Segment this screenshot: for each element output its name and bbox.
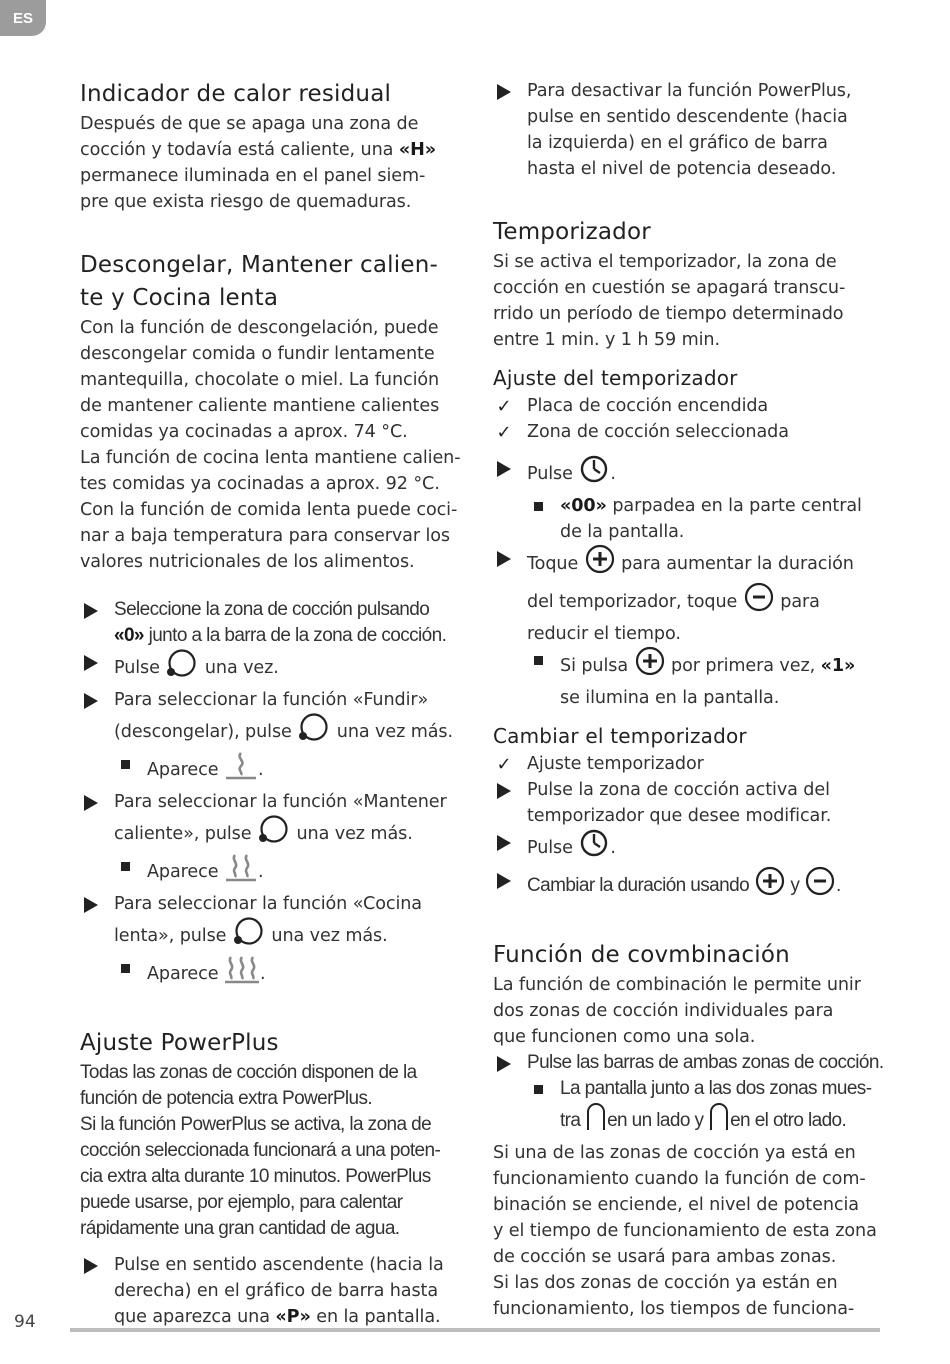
arrow-bullet-icon <box>80 653 102 673</box>
substep-slow-cook-appears: Aparece . <box>80 955 472 993</box>
text-line: Con la función de comida lenta puede coci- <box>80 500 458 520</box>
right-column <box>493 78 893 1322</box>
plus-icon <box>584 544 616 582</box>
text-line: rápidamente una gran cantidad de agua. <box>80 1218 400 1239</box>
text-line: Zona de cocción seleccionada <box>527 422 789 442</box>
text-line: La función de cocina lenta mantiene calien- <box>80 448 461 468</box>
text-span: Si pulsa <box>560 656 629 676</box>
checkmark-icon: ✓ <box>496 396 512 417</box>
text-line: Placa de cocción encendida <box>527 396 769 416</box>
text-span: Toque <box>527 554 579 574</box>
left-column <box>80 78 472 1330</box>
page-number: 94 <box>14 1312 36 1332</box>
paragraph-powerplus <box>80 1060 472 1242</box>
text-line: hasta el nivel de potencia deseado. <box>527 159 837 179</box>
text-line: Para seleccionar la función «Cocina <box>114 894 422 914</box>
text-span: tra <box>560 1110 581 1132</box>
text-line: Para seleccionar la función «Fundir» <box>114 690 429 710</box>
checkmark-icon: ✓ <box>496 422 512 443</box>
special-function-icon <box>232 916 266 954</box>
text-line: temporizador que desee modificar. <box>527 806 832 826</box>
text-span: y <box>790 875 800 897</box>
special-function-icon <box>165 648 199 686</box>
checkmark-icon: ✓ <box>496 754 512 775</box>
subheading-change-timer: Cambiar el temporizador <box>493 724 747 748</box>
text-span: una vez más. <box>296 824 413 844</box>
text-span: Aparece <box>147 760 219 780</box>
text-line: rrido un período de tiempo determinado <box>493 304 844 324</box>
step-change-duration: Cambiar la duración usando y . <box>493 867 893 905</box>
text-line: se ilumina en la pantalla. <box>560 688 780 708</box>
language-badge-label: ES <box>12 9 33 27</box>
text-line: Después de que se apaga una zona de <box>80 114 419 134</box>
text-span: una vez más. <box>271 926 388 946</box>
text-span: Pulse <box>114 658 160 678</box>
text-line: nar a baja temperatura para conservar los <box>80 526 450 546</box>
step-press-active-zone <box>493 777 893 829</box>
text-span: junto a la barra de la zona de cocción. <box>143 625 447 646</box>
substep-bridge-shown <box>493 1076 893 1140</box>
step-press-timer-again: Pulse . <box>493 829 893 867</box>
arrow-bullet-icon <box>493 833 515 853</box>
text-span: del temporizador, toque <box>527 592 738 612</box>
check-hob-on <box>493 393 893 419</box>
heading-line: te y Cocina lenta <box>80 285 279 311</box>
text-span: una vez. <box>204 658 279 678</box>
text-line: Pulse las barras de ambas zonas de cocción. <box>527 1052 884 1073</box>
text-line: La pantalla junto a las dos zonas mues- <box>560 1078 872 1099</box>
heading-combination: Función de covmbinación <box>493 942 790 968</box>
arrow-bullet-icon <box>493 459 515 479</box>
text-span: (descongelar), pulse <box>114 722 292 742</box>
step-press-timer: Pulse . <box>493 455 893 493</box>
text-line: la izquierda) en el gráfico de barra <box>527 133 828 153</box>
text-span: caliente», pulse <box>114 824 252 844</box>
bridge-symbol-icon <box>585 1101 607 1139</box>
square-bullet-icon <box>114 958 136 978</box>
text-line: Todas las zonas de cocción disponen de la <box>80 1062 417 1083</box>
paragraph-defrost <box>80 315 472 575</box>
arrow-bullet-icon <box>493 82 515 102</box>
heading-residual-heat: Indicador de calor residual <box>80 81 392 107</box>
text-span: Pulse <box>527 838 573 858</box>
plus-icon <box>634 646 666 684</box>
text-span: en el otro lado. <box>730 1110 847 1132</box>
text-line: Para desactivar la función PowerPlus, <box>527 81 852 101</box>
text-span: en un lado y <box>607 1110 704 1132</box>
special-function-icon <box>297 712 331 750</box>
text-span: cocción y todavía está caliente, una <box>80 140 394 160</box>
text-line: dos zonas de cocción individuales para <box>493 1001 834 1021</box>
slow-cook-symbol-icon <box>224 954 260 992</box>
heading-timer: Temporizador <box>493 219 651 245</box>
heading-powerplus: Ajuste PowerPlus <box>80 1030 279 1056</box>
arrow-bullet-icon <box>80 793 102 813</box>
arrow-bullet-icon <box>80 691 102 711</box>
substep-00-blinks <box>493 493 893 545</box>
arrow-bullet-icon <box>493 871 515 891</box>
text-line: permanece iluminada en el panel siem- <box>80 166 426 186</box>
substep-first-press <box>493 647 893 711</box>
text-line: Para seleccionar la función «Mantener <box>114 792 447 812</box>
text-line: reducir el tiempo. <box>527 624 681 644</box>
text-span: Cambiar la duración usando <box>527 875 750 897</box>
square-bullet-icon <box>527 650 549 670</box>
text-line: de la pantalla. <box>560 522 685 542</box>
subheading-timer-setup: Ajuste del temporizador <box>493 366 738 390</box>
arrow-bullet-icon <box>493 549 515 569</box>
arrow-bullet-icon <box>493 1054 515 1074</box>
text-span: para aumentar la duración <box>621 554 854 574</box>
minus-icon <box>804 866 836 904</box>
text-line: cocción en cuestión se apagará transcu- <box>493 278 846 298</box>
text-line <box>80 137 472 163</box>
heading-line: Descongelar, Mantener calien- <box>80 252 438 278</box>
display-symbol-1: «1» <box>820 656 856 676</box>
text-line: derecha) en el gráfico de barra hasta <box>114 1281 439 1301</box>
arrow-bullet-icon <box>80 1256 102 1276</box>
text-line: pulse en sentido descendente (hacia <box>527 107 848 127</box>
step-select-zone <box>80 597 472 649</box>
text-span: Pulse <box>527 464 573 484</box>
text-line: de mantener caliente mantiene calientes <box>80 396 440 416</box>
text-line: Si se activa el temporizador, la zona de <box>493 252 837 272</box>
text-span: lenta», pulse <box>114 926 227 946</box>
special-function-icon <box>257 814 291 852</box>
step-keep-warm <box>80 789 472 853</box>
text-line <box>114 623 472 649</box>
substep-keep-warm-appears: Aparece . <box>80 853 472 891</box>
text-line: función de potencia extra PowerPlus. <box>80 1088 373 1109</box>
minus-icon <box>743 582 775 620</box>
text-line: Con la función de descongelación, puede <box>80 318 439 338</box>
text-span: para <box>780 592 820 612</box>
display-symbol-zero: «0» <box>114 625 144 646</box>
text-span: en la pantalla. <box>316 1307 441 1327</box>
text-span: Aparece <box>147 862 219 882</box>
text-line: pre que exista riesgo de quemaduras. <box>80 192 412 212</box>
text-span: parpadea en la parte central <box>606 496 862 516</box>
step-press-both-bars <box>493 1050 893 1076</box>
text-span: por primera vez, <box>671 656 816 676</box>
text-line: Seleccione la zona de cocción pulsando <box>114 599 430 620</box>
arrow-bullet-icon <box>80 601 102 621</box>
check-zone-selected <box>493 419 893 445</box>
text-line: descongelar comida o fundir lentamente <box>80 344 435 364</box>
text-line: binación se enciende, el nivel de potencia <box>493 1195 859 1215</box>
text-span: una vez más. <box>336 722 453 742</box>
step-press-special <box>80 649 472 687</box>
timer-icon <box>578 828 610 866</box>
timer-icon <box>578 454 610 492</box>
display-symbol-p: «P» <box>275 1307 311 1327</box>
text-line: funcionamiento, los tiempos de funciona- <box>493 1299 855 1319</box>
language-badge <box>0 0 46 36</box>
paragraph-timer <box>493 249 893 353</box>
display-symbol-h: «H» <box>398 140 436 160</box>
arrow-bullet-icon <box>80 895 102 915</box>
check-timer-set <box>493 751 893 777</box>
text-line: cocción seleccionada funcionará a una poten- <box>80 1140 441 1161</box>
plus-icon <box>754 866 786 904</box>
square-bullet-icon <box>527 1079 549 1099</box>
step-powerplus-activate <box>80 1252 472 1330</box>
text-line: La función de combinación le permite unir <box>493 975 861 995</box>
text-line: Si las dos zonas de cocción ya están en <box>493 1273 838 1293</box>
bridge-symbol-icon <box>708 1101 730 1139</box>
step-adjust-duration <box>493 545 893 647</box>
text-line: Ajuste temporizador <box>527 754 704 774</box>
text-line: comidas ya cocinadas a aprox. 74 °C. <box>80 422 408 442</box>
text-line: de cocción se usará para ambas zonas. <box>493 1247 837 1267</box>
heading-defrost-keepwarm-slowcook <box>80 249 472 315</box>
paragraph-combination <box>493 972 893 1050</box>
step-melt <box>80 687 472 751</box>
text-line: funcionamiento cuando la función de com- <box>493 1169 866 1189</box>
square-bullet-icon <box>527 496 549 516</box>
text-line: Si la función PowerPlus se activa, la zona de <box>80 1114 432 1135</box>
step-slow-cook <box>80 891 472 955</box>
text-line: que funcionen como una sola. <box>493 1027 756 1047</box>
footer-divider <box>70 1328 880 1332</box>
step-powerplus-deactivate <box>493 78 893 182</box>
text-line: Pulse en sentido ascendente (hacia la <box>114 1255 444 1275</box>
text-line: entre 1 min. y 1 h 59 min. <box>493 330 720 350</box>
arrow-bullet-icon <box>493 781 515 801</box>
text-line: valores nutricionales de los alimentos. <box>80 552 415 572</box>
square-bullet-icon <box>114 856 136 876</box>
text-span: Aparece <box>147 964 219 984</box>
keep-warm-symbol-icon <box>224 852 258 890</box>
text-line: tes comidas ya cocinadas a aprox. 92 °C. <box>80 474 440 494</box>
text-line: puede usarse, por ejemplo, para calentar <box>80 1192 403 1213</box>
melt-symbol-icon <box>224 750 258 788</box>
text-line: Pulse la zona de cocción activa del <box>527 780 830 800</box>
text-span: que aparezca una <box>114 1307 270 1327</box>
paragraph-residual-heat <box>80 111 472 215</box>
text-line: y el tiempo de funcionamiento de esta zona <box>493 1221 877 1241</box>
square-bullet-icon <box>114 754 136 774</box>
display-symbol-00: «00» <box>560 496 607 516</box>
paragraph-combination-details <box>493 1140 893 1322</box>
substep-melt-appears: Aparece . <box>80 751 472 789</box>
text-line: mantequilla, chocolate o miel. La función <box>80 370 440 390</box>
text-line: cia extra alta durante 10 minutos. PowerPlus <box>80 1166 431 1187</box>
text-line: Si una de las zonas de cocción ya está en <box>493 1143 856 1163</box>
